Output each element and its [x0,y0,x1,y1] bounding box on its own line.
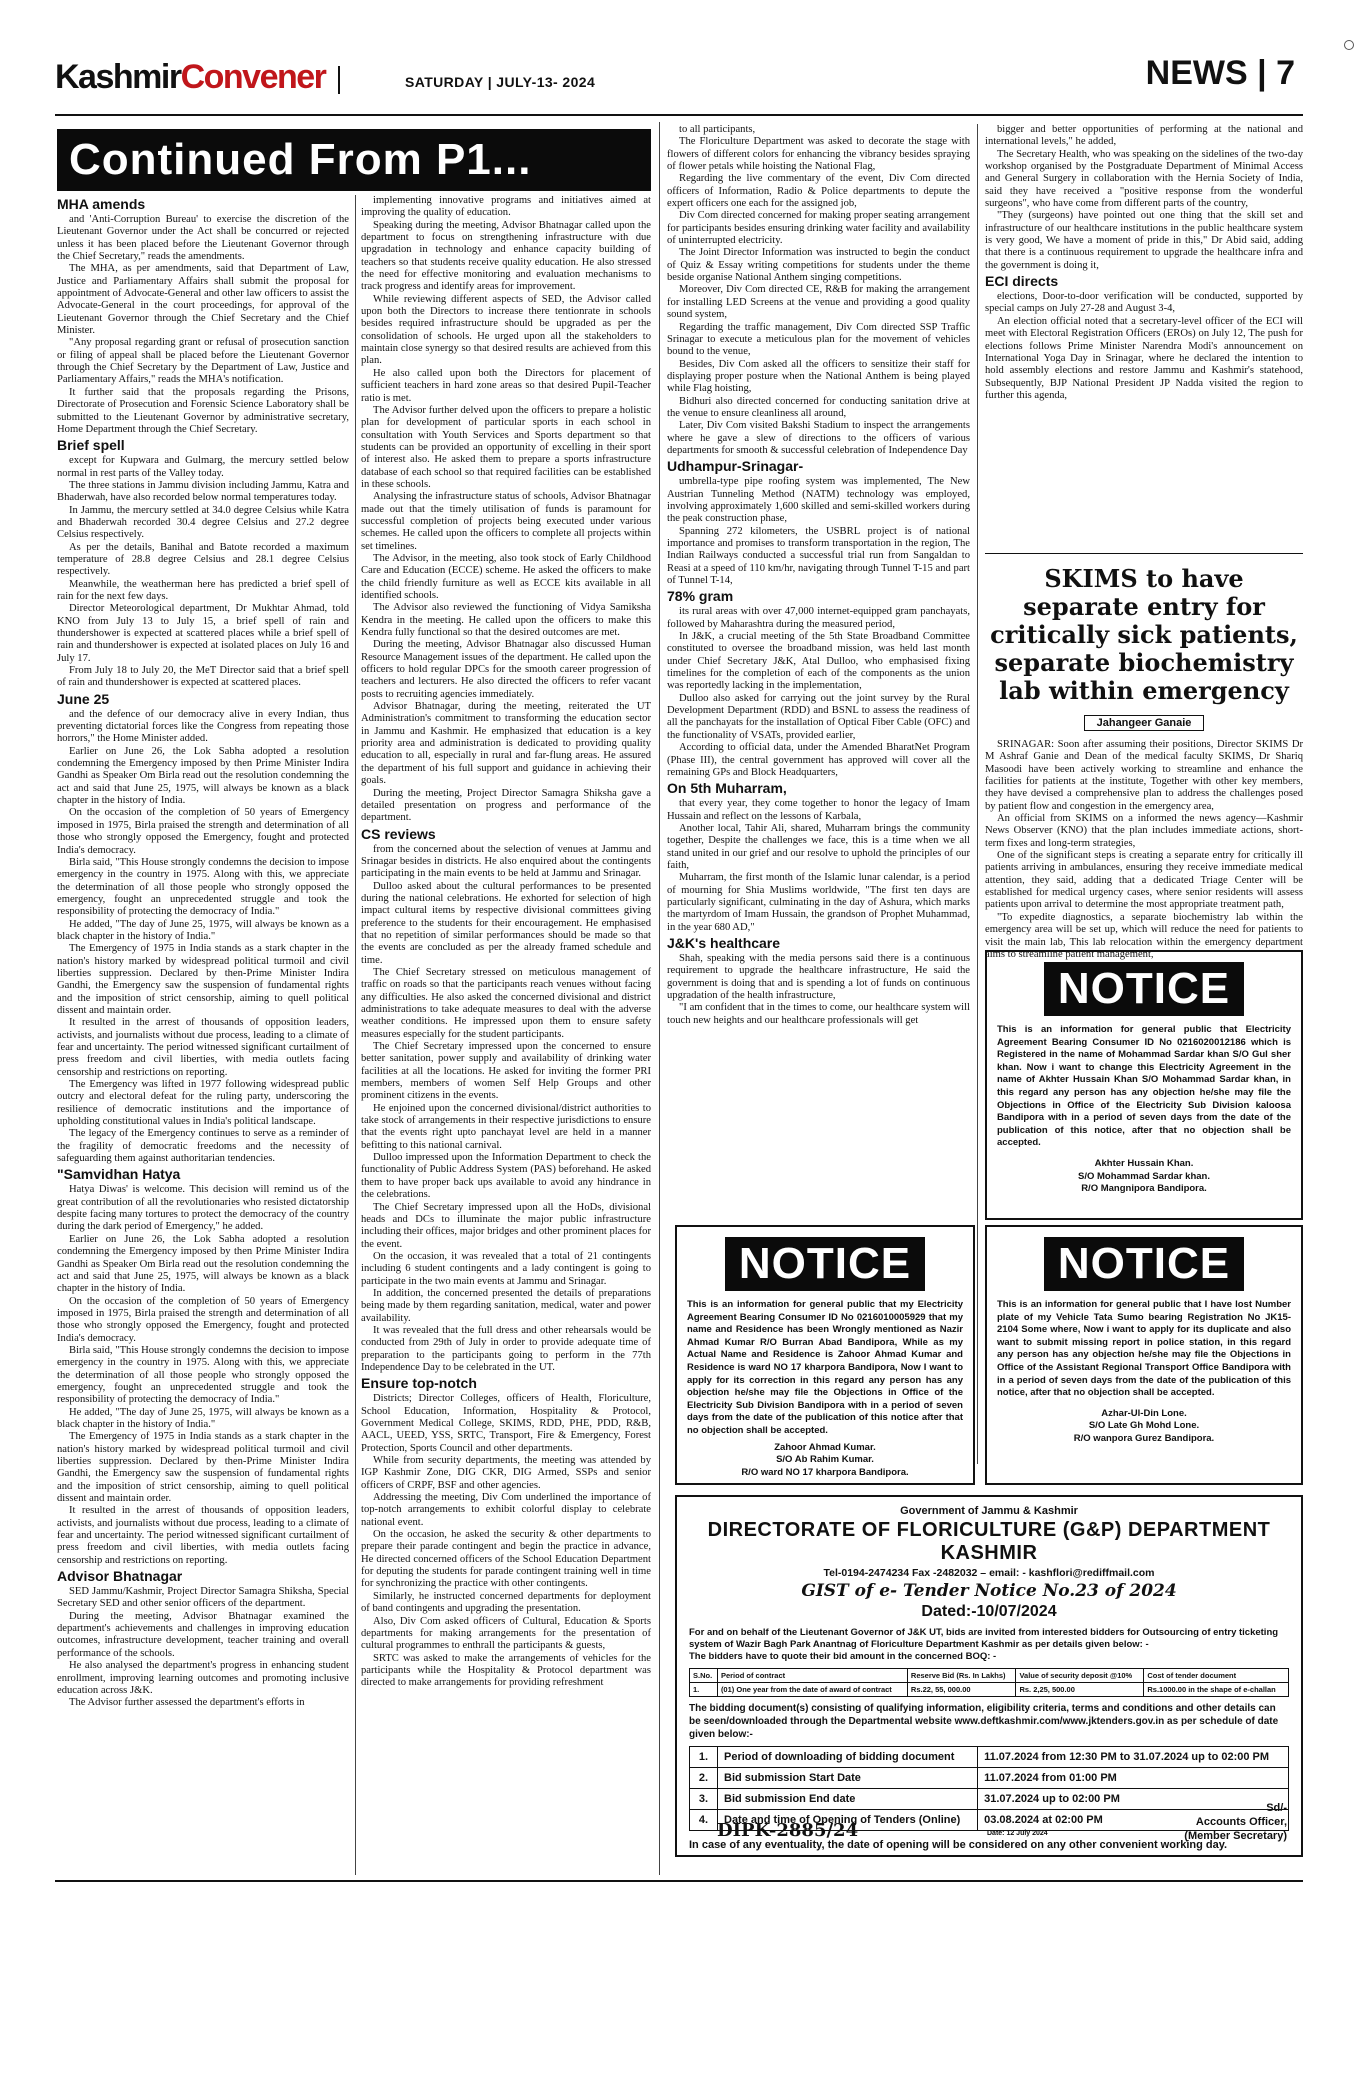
article-paragraph: its rural areas with over 47,000 internet-equipped gram panchayats, followed by Maharashtra during the measured period, [667,606,970,630]
article-paragraph: It resulted in the arrest of thousands of opposition leaders, activists, and journalists without due process, leading to a climate of fear and uncertainty. The period witnessed significant curtailment of press freedom and civil liberties, with media outlets facing censorship and restrictions on reporting. [57,1505,349,1566]
tender-dipk-number: DIPK-2885/24 [717,1820,859,1841]
masthead-divider [338,66,340,94]
article-paragraph: On the occasion of the completion of 50 years of Emergency imposed in 1975, Birla praised the strength and determination of all those who strongly opposed the Emergency, fought and protected India's democracy. [57,1295,349,1344]
article-paragraph: and 'Anti-Corruption Bureau' to exercise the discretion of the Lieutenant Governor under the Act shall be concurred or rejected unless it has been placed before the Lieutenant Governor through the Chief Secretary," reads the amendments. [57,214,349,263]
article-paragraph: The Advisor, in the meeting, also took stock of Early Childhood Care and Education (ECCE) scheme. He asked the officers to make the child friendly furniture as well as ECCE kits available in all identified schools. [361,552,651,601]
article-paragraph: Earlier on June 26, the Lok Sabha adopted a resolution condemning the Emergency imposed by then Prime Minister Indira Gandhi as Speaker Om Birla read out the resolution condemning the act and said that June 25, 1975, will always be known as a black chapter in the history of India. [57,1233,349,1295]
article-paragraph: In Jammu, the mercury settled at 34.0 degree Celsius while Katra and Bhaderwah recorded 30.4 degree Celsius and 27.2 degree Celsius respectively. [57,504,349,541]
table-cell: 31.07.2024 up to 02:00 PM [978,1789,1289,1810]
article-paragraph: Regarding the traffic management, Div Com directed SSP Traffic Srinagar to execute a meticulous plan for the movement of vehicles bound to the venue, [667,321,970,358]
article-subheading: Ensure top-notch [361,1375,477,1392]
article-subheading: CS reviews [361,825,436,842]
article-subheading: Brief spell [57,437,125,454]
article-paragraph: The Chief Secretary impressed upon the concerned to ensure better sanitation, power supply and availability of drinking water facilities at all the locations. He asked for inviting the former PRI members, members of women Self Help Groups and other prominent citizens in the events. [361,1041,651,1102]
article-column-4 [985,124,1303,549]
table-cell: 11.07.2024 from 12:30 PM to 31.07.2024 up to 02:00 PM [978,1747,1289,1768]
tender-bid-table [689,1668,1289,1697]
article-paragraph: Advisor Bhatnagar, during the meeting, reiterated the UT Administration's commitment to transforming the education sector in Jammu and Kashmir. He emphasized that education is a key priority area and administration is dedicated to providing quality education to all, especially in rural and far-flung areas. He assured the department of his full support and guidance in achieving their goals. [361,701,651,787]
article-subheading: J&K's healthcare [667,934,781,951]
column-divider [355,195,356,1875]
article-paragraph: Shah, speaking with the media persons said there is a continuous requirement to upgrade the healthcare infrastructure, He said the government is doing that and is spending a lot of funds on continuous upgradation of the health infrastructure, [667,952,970,1001]
article-paragraph: umbrella-type pipe roofing system was implemented, The New Austrian Tunneling Method (NATM) technology was employed, involving approximately 1,600 skilled and semi-skilled workers during the peak construction phase, [667,476,970,525]
article-paragraph: The Floriculture Department was asked to decorate the stage with flowers of different colors for enhancing the vibrancy besides spraying of flower petals while hoisting the National Flag, [667,136,970,173]
tender-gist: GIST of e- Tender Notice No.23 of 2024 [801,1581,1177,1601]
article-paragraph: The Chief Secretary impressed upon all the HoDs, divisional heads and DCs to illuminate the major public infrastructure including their offices, major bridges and other prominent places for the event. [361,1201,651,1250]
notice-electricity-kumar [675,1225,975,1485]
article-paragraph: Director Meteorological department, Dr Mukhtar Ahmad, told KNO from July 13 to July 15, a brief spell of rain and thundershower is expected at scattered places while a brief spell of rain and thundershower is expected at isolated places on July 16 and July 17. [57,603,349,664]
article-paragraph: Muharram, the first month of the Islamic lunar calendar, is a period of mourning for Shia Muslims worldwide, "The first ten days are particularly significant, culminating in the day of Ashura, which marks the martyrdom of Imam Hussain, the grandson of Prophet Muhammad, in the year 680 AD," [667,872,970,933]
newspaper-logo: KashmirConvener [55,58,326,96]
table-cell: (01) One year from the date of award of contract [717,1683,907,1697]
article-paragraph: Similarly, he instructed concerned departments for deployment of band contingents and upgrading the presentation. [361,1590,651,1615]
article-paragraph: Besides, Div Com asked all the officers to sensitize their staff for displaying proper posture when the National Anthem is being played while Flag hoisting, [667,358,970,395]
article-paragraph: An election official noted that a secretary-level officer of the ECI will meet with Electoral Registration Officers (EROs) on July 12, The push for elections follows Prime Minister Narendra Modi's announcement on International Yoga Day in Srinagar, where he declared the intention to hold assembly elections and restore Jammu and Kashmir's statehood, Subsequently, BJP National President JP Nadda visited the region to further this agenda, [985,315,1303,401]
article-paragraph: The three stations in Jammu division including Jammu, Katra and Bhaderwah, have also recorded below normal temperatures today. [57,479,349,504]
masthead [55,52,1295,112]
notice-signature: Zahoor Ahmad Kumar. S/O Ab Rahim Kumar. R/O ward NO 17 kharpora Bandipora. [741,1441,909,1478]
article-paragraph: During the meeting, Advisor Bhatnagar examined the department's achievements and challenges in improving education outcomes, infrastructure development, teacher training and overall performance of the schools. [57,1610,349,1659]
article-subheading: "Samvidhan Hatya [57,1166,181,1183]
table-header: S.No. [690,1669,718,1683]
article-paragraph: The Joint Director Information was instructed to begin the conduct of Quiz & Essay writing competitions for students under the theme beside organise National Anthem singing competitions. [667,247,970,284]
article-paragraph: SRTC was asked to make the arrangements of vehicles for the participants while the Hospitality & Protocol department was directed to make arrangements for providing refreshment [361,1652,651,1689]
skims-headline: SKIMS to have separate entry for critically sick patients, separate biochemistry lab within emergency [990,564,1298,705]
table-cell: Rs.22, 55, 000.00 [907,1683,1016,1697]
article-paragraph: It was revealed that the full dress and other rehearsals would be conducted from 29th of July in order to provide adequate time of preparation to the participants going to perform in the 77th Independence Day to be celebrated in the UT. [361,1324,651,1373]
tender-dated: Dated:-10/07/2024 [921,1603,1057,1620]
article-paragraph: Bidhuri also directed concerned for conducting sanitation drive at the venue to ensure cleanliness all around, [667,395,970,419]
article-paragraph: Dulloo asked about the cultural performances to be presented during the national celebrations. He exhorted for selection of high impact cultural items by respective divisional committees giving preference to the students for their encouragement. He emphasised that no repetition of similar performances should be made so that the events are concluded as per the already framed schedule and time. [361,880,651,966]
article-paragraph: Analysing the infrastructure status of schools, Advisor Bhatnagar made out that the timely utilisation of funds is paramount for successful completion of projects being executed under various schemes. He called upon the officers to complete all projects within set timelines. [361,491,651,552]
table-cell: 3. [690,1789,718,1810]
tender-directorate: DIRECTORATE OF FLORICULTURE (G&P) DEPARTMENT KASHMIR [707,1519,1271,1564]
article-paragraph: Birla said, "This House strongly condemns the decision to impose emergency in the country in 1975. Along with this, we appreciate the determination of all those people who strongly opposed the emergency, fought an unprecedented struggle and took the responsibility of protecting the democracy of India." [57,1344,349,1406]
registered-icon [1344,40,1354,50]
article-paragraph: Speaking during the meeting, Advisor Bhatnagar called upon the department to focus on strengthening infrastructure with due upgradation in technology and enhance capacity building of teachers so that students receive quality education. He also stressed the need for effective monitoring and evaluation mechanisms to track progress and identify areas for improvement. [361,219,651,293]
notice-signature: Akhter Hussain Khan. S/O Mohammad Sardar khan. R/O Mangnipora Bandipora. [1078,1157,1210,1195]
article-paragraph: He enjoined upon the concerned divisional/district authorities to take stock of arrangements in their respective jurisdictions to ensure that the events right upto panchayat level are held in a manner befitting to this national carnival. [361,1102,651,1151]
table-cell: 2. [690,1768,718,1789]
article-paragraph: Dulloo impressed upon the Information Department to check the functionality of Public Address System (PAS) beforehand. He asked them to have proper back ups available to avoid any hindrance in the celebrations. [361,1152,651,1201]
article-paragraph: elections, Door-to-door verification will be conducted, supported by special camps on July 27-28 and August 3-4, [985,291,1303,315]
notice-title: NOTICE [1044,1237,1244,1291]
table-cell: 1. [690,1683,718,1697]
article-paragraph: During the meeting, Advisor Bhatnagar also discussed Human Resource Management issues of the department. He called upon the officers to hold regular DPCs for the smooth career progression of teachers and lecturers. He also directed the officers to refer vacant posts to recruiting agencies immediately. [361,639,651,700]
article-paragraph: from the concerned about the selection of venues at Jammu and Srinagar besides in districts. He also enquired about the contingents participating in the main events to be held at Jammu and Srinagar. [361,843,651,880]
tender-note: In case of any eventuality, the date of opening will be considered on any other convenient working day. [689,1839,1228,1851]
masthead-rule [55,114,1303,116]
table-row [690,1683,1289,1697]
article-paragraph: He also called upon both the Directors for placement of sufficient teachers in hard zone areas so that desired Pupil-Teacher ratio is met. [361,367,651,404]
article-paragraph: On the occasion of the completion of 50 years of Emergency imposed in 1975, Birla praised the strength and determination of all those who strongly opposed the Emergency, fought and protected India's democracy. [57,807,349,856]
notice-number-plate [985,1225,1303,1485]
article-paragraph: He added, "The day of June 25, 1975, will always be known as a black chapter in the history of India." [57,918,349,942]
article-paragraph: He added, "The day of June 25, 1975, will always be known as a black chapter in the history of India." [57,1406,349,1430]
skims-byline: Jahangeer Ganaie [1084,715,1204,731]
table-cell: Bid submission Start Date [718,1768,978,1789]
article-subheading: 78% gram [667,588,734,605]
article-paragraph: The Emergency of 1975 in India stands as a stark chapter in the nation's history marked by widespread political turmoil and civil liberties suppression. Declared by then-Prime Minister Indira Gandhi, the Emergency saw the suspension of fundamental rights and the imposition of strict censorship, aiming to quell political dissent and maintain order. [57,1431,349,1505]
article-paragraph: "To expedite diagnostics, a separate biochemistry lab within the emergency area will be set up, which will reduce the need for patients to visit the main lab, This lab relocation within the emergency department aims to streamline patient management, [985,911,1303,960]
table-cell: 11.07.2024 from 01:00 PM [978,1768,1289,1789]
notice-title: NOTICE [725,1237,925,1291]
table-header: Reserve Bid (Rs. In Lakhs) [907,1669,1016,1683]
article-paragraph: Meanwhile, the weatherman here has predicted a brief spell of rain for the next few days. [57,578,349,602]
article-subheading: Advisor Bhatnagar [57,1568,183,1585]
notice-body: This is an information for general public that Electricity Agreement Bearing Consumer ID No 0216020012186 which is Registered in the name of Mohammad Sardar khan S/O Gul sher khan. Now i want to change this Electricity Agreement in the name of Akhter Hussain Khan S/O Mohammad Sardar khan, in this regard any person has any objection he/she may file the Objections in Office of the Electricity Sub Division kaloosa Bandipora with in a period of seven days from the date of the publication of this notice, after that no objection shall be accepted. [997,1024,1291,1149]
article-paragraph: The Secretary Health, who was speaking on the sidelines of the two-day workshop organised by the Postgraduate Department of Minimal Access and General Surgery in collaboration with the Hernia Society of India, said they have received a "positive response from the wonderful surgeons", who have come from different parts of the country, [985,148,1303,210]
article-paragraph: While reviewing different aspects of SED, the Advisor called upon both the Directors to increase there tentionrate in schools besides required infrastructure should be upgraded as per the consolidation of schools. He urged upon all the stakeholders to maintain close synergy so that desired results are achieved from this plan. [361,293,651,367]
article-paragraph: Addressing the meeting, Div Com underlined the importance of top-notch arrangements to exhibit colorful display to celebrate national event. [361,1492,651,1528]
article-paragraph: "I am confident that in the times to come, our healthcare system will touch new heights and our healthcare professionals will get [667,1002,970,1026]
article-paragraph: Earlier on June 26, the Lok Sabha adopted a resolution condemning the Emergency imposed by then Prime Minister Indira Gandhi as Speaker Om Birla read out the resolution condemning the act and said that June 25, 1975, will always be known as a black chapter in the history of India. [57,745,349,807]
article-paragraph: Dulloo also asked for carrying out the joint survey by the Rural Development Department (RDD) and BSNL to assess the readiness of all the panchayats for the installation of Optical Fiber Cable (OFC) and the functionality of VSATs, provided earlier, [667,692,970,741]
article-paragraph: Moreover, Div Com directed CE, R&B for making the arrangement for installing LED Screens at the venue and providing a good quality sound system, [667,284,970,321]
article-paragraph: It resulted in the arrest of thousands of opposition leaders, activists, and journalists without due process, leading to a climate of fear and uncertainty. The period witnessed significant curtailment of press freedom and civil liberties, with media outlets facing censorship and restrictions on reporting. [57,1017,349,1078]
table-header: Cost of tender document [1144,1669,1289,1683]
table-row [690,1747,1289,1768]
table-cell: 03.08.2024 at 02:00 PM [978,1810,1289,1831]
notice-electricity-khan [985,950,1303,1220]
tender-contact: Tel-0194-2474234 Fax -2482032 – email: - kashflori@rediffmail.com [823,1567,1155,1579]
article-paragraph: The Chief Secretary stressed on meticulous management of traffic on roads so that the participants reach venues without facing any difficulties. He also asked the concerned divisional and district administrations to take adequate measures to deal with the adverse weather conditions. He impressed upon them to ensure safety measures especially for the student participants. [361,966,651,1040]
tender-intro-boq: The bidders have to quote their bid amount in the concerned BOQ: - [689,1651,997,1662]
article-paragraph: According to official data, under the Amended BharatNet Program (Phase III), the central government has approved will cover all the remaining GPs and Block Headquarters, [667,742,970,778]
article-paragraph: During the meeting, Project Director Samagra Shiksha gave a detailed presentation on progress and performance of the department. [361,787,651,824]
article-subheading: Udhampur-Srinagar- [667,458,804,475]
article-paragraph: From July 18 to July 20, the MeT Director said that a brief spell of rain and thundershower is expected at scattered places. [57,665,349,689]
article-paragraph: It further said that the proposals regarding the Prisons, Directorate of Prosecution and Forensic Science Laboratory shall be submitted to the Lieutenant Governor by administrative secretary, Home Department through the Chief Secretary. [57,386,349,435]
tender-government: Government of Jammu & Kashmir [900,1505,1078,1517]
article-subheading: June 25 [57,690,110,707]
continued-banner: Continued From P1... [57,129,651,191]
column-divider [659,122,660,1875]
article-paragraph: The Emergency was lifted in 1977 following widespread public outcry and electoral defeat for the ruling party, underscoring the resilience of democratic institutions and the importance of upholding constitutional values in India's political landscape. [57,1079,349,1128]
tender-intro: For and on behalf of the Lieutenant Governor of J&K UT, bids are invited from interested bidders for Outsourcing of entry ticketing system of Wazir Bagh Park Anantnag of Floriculture Department Kashmir as per details given below: - [689,1627,1279,1650]
article-paragraph: Div Com directed concerned for making proper seating arrangement for participants besides ensuring drinking water facility and availability of uninterrupted electricity. [667,210,971,247]
tender-signing-date: Date: 12 July 2024 [987,1830,1048,1837]
article-paragraph: implementing innovative programs and initiatives aimed at improving the quality of education. [361,195,651,219]
table-cell: 4. [690,1810,718,1831]
article-paragraph: The MHA, as per amendments, said that Department of Law, Justice and Parliamentary Affairs shall submit the proposal for appointment of Advocate-General and other law officers to assist the Advocate-General in the court proceedings, for approval of the Lieutenant Governor through the Chief Secretary and the Chief Minister. [57,263,349,337]
article-subheading: ECI directs [985,273,1059,290]
table-cell: Date and time of Opening of Tenders (Online) [718,1810,978,1831]
article-paragraph: to all participants, [679,124,756,135]
article-paragraph: While from security departments, the meeting was attended by IGP Kashmir Zone, DIG CKR, DIG Armed, SSPs and senior officers of CRPF, BSF and other agencies. [361,1455,651,1491]
skims-article [985,564,1303,960]
table-cell: Bid submission End date [718,1789,978,1810]
article-paragraph: Hatya Diwas' is welcome. This decision will remind us of the great contribution of all the revolutionaries who resisted dictatorship despite facing many tortures to protect the democracy of the country during the dark period of Emergency," he added. [57,1184,349,1233]
table-cell: Rs.1000.00 in the shape of e-challan [1144,1683,1289,1697]
article-paragraph: Later, Div Com visited Bakshi Stadium to inspect the arrangements where he gave a slew of directions to the officers of various departments for smooth & successful celebration of Independence Day [667,420,970,456]
article-paragraph: "They (surgeons) have pointed out one thing that the skill set and infrastructure of our healthcare institutions in the public healthcare system is very good, We have a moment of pride in this," Dr Abid said, adding that there is a continuous requirement to upgrade the healthcare infra and the government is doing it, [985,210,1303,271]
article-paragraph: An official from SKIMS on a informed the news agency—Kashmir News Observer (KNO) that the plan includes immediate actions, short-term fixes and long-term strategies, [985,813,1303,849]
article-paragraph: On the occasion, he asked the security & other departments to prepare their parade contingent and begin the practice in advance, He directed concerned officers of the School Education Department for deputing the students for parade contingent training well in time for synchronizing the practice with other contingents. [361,1529,651,1590]
skims-body [985,739,1303,961]
table-header: Value of security deposit @10% [1016,1669,1144,1683]
article-paragraph: He also analysed the department's progress in enhancing student enrollment, improving learning outcomes and promoting inclusive education across J&K. [57,1660,349,1696]
article-paragraph: In J&K, a crucial meeting of the 5th State Broadband Committee constituted to oversee the broadband mission, was held last month under Chief Secretary J&K, Atal Dulloo, who emphasised fixing timelines for the completion of each of the components as the union was reportedly lacking in the implementation, [667,631,970,692]
column-divider [977,124,978,1464]
article-paragraph: The legacy of the Emergency continues to serve as a reminder of the fragility of democratic freedoms and the necessity of safeguarding them against authoritarian tendencies. [57,1128,349,1165]
article-paragraph: Regarding the live commentary of the event, Div Com directed officers of Information, Radio & Police departments to depute the expert officers one each for the assigned job, [667,173,970,210]
article-paragraph: The Advisor further delved upon the officers to prepare a holistic plan for development of particular sports in each school in consultation with Youth Services and Sports department so that students can be provided an opportunity of excelling in their sport of interest also. He asked them to prepare a sports infrastructure database of each school so that required facilities can be established in these schools. [361,404,651,490]
article-paragraph: SED Jammu/Kashmir, Project Director Samagra Shiksha, Special Secretary SED and other senior officers of the department. [57,1586,349,1610]
article-paragraph: One of the significant steps is creating a separate entry for critically ill patients arriving in ambulances, ensuring they receive immediate medical attention, they said, adding that a dedicated Triage Center will be established for medical urgency cases, where senior residents will assess patients upon arrival to determine the most appropriate treatment path, [985,850,1303,911]
article-paragraph: that every year, they come together to honor the legacy of Imam Hussain and reflect on the lessons of Karbala, [667,798,970,822]
article-paragraph: On the occasion, it was revealed that a total of 21 contingents including 6 student contingents and a lady contingent is going to participate in the two main events at Jammu and Srinagar. [361,1250,651,1287]
page-label: NEWS | 7 [1145,54,1295,92]
article-column-2 [361,195,651,1875]
table-cell: Period of downloading of bidding document [718,1747,978,1768]
table-header: Period of contract [717,1669,907,1683]
notice-signature: Azhar-Ul-Din Lone. S/O Late Gh Mohd Lone. R/O wanpora Gurez Bandipora. [1073,1407,1215,1444]
article-subheading: On 5th Muharram, [667,780,787,797]
article-paragraph: In addition, the concerned presented the details of preparations being made by them regarding sanitation, medical, water and power availability. [361,1287,651,1324]
article-paragraph: bigger and better opportunities of performing at the national and international levels," he added, [985,124,1303,148]
notice-body: This is an information for general public that I have lost Number plate of my Vehicle Tata Sumo bearing Registration No JK15-2104 Some where, Now i want to apply for its duplicate and also want to submit missing report in police station, in this regard any person has any objection he/she may file the Objections in Office of the Assistant Regional Transport Office Bandipora with in a period of seven days from the date of the publication of this notice, after that no objection shall be accepted. [997,1299,1291,1399]
article-paragraph: "Any proposal regarding grant or refusal of prosecution sanction or filing of appeal shall be placed before the Lieutenant Governor through the Chief Secretary by the Department of Law, Justice and Parliamentary Affairs," reads the MHA's notification. [57,337,349,386]
article-paragraph: Birla said, "This House strongly condemns the decision to impose emergency in the country in 1975. Along with this, we appreciate the determination of all those people who strongly opposed the emergency, fought an unprecedented struggle and took the responsibility of protecting the democracy of India." [57,856,349,918]
article-paragraph: Districts; Director Colleges, officers of Health, Floriculture, School Education, Information, Hospitality & Protocol, Government Medical College, SKIMS, RDD, PHE, PDD, R&B, AACL, UEED, YSS, SRTC, Transport, Fire & Emergency, Forest Protection, Sports Council and other departments. [361,1393,651,1454]
article-paragraph: except for Kupwara and Gulmarg, the mercury settled below normal in rest parts of the Valley today. [57,455,349,479]
article-paragraph: The Advisor also reviewed the functioning of Vidya Samiksha Kendra in the meeting. He called upon the officers to make this Kendra fully functional so that the desired outcomes are met. [361,602,651,639]
tender-signature: Sd/- Accounts Officer, (Member Secretary) [1184,1802,1287,1842]
table-cell: Rs. 2,25, 500.00 [1016,1683,1144,1697]
table-cell: 1. [690,1747,718,1768]
article-paragraph: Also, Div Com asked officers of Cultural, Education & Sports departments for making arrangements for the presentation of cultural programmes to enthrall the participants & guests, [361,1615,651,1652]
article-paragraph: Another local, Tahir Ali, shared, Muharram brings the community together, Despite the challenges we face, this is a time when we all stand united in our grief and our resolve to uphold the principles of our faith, [667,822,970,871]
article-paragraph: The Advisor further assessed the department's efforts in [69,1697,305,1709]
table-row [690,1768,1289,1789]
footer-rule [55,1880,1303,1882]
article-column-1 [57,195,349,1875]
tender-notice [675,1495,1303,1857]
article-paragraph: Spanning 272 kilometers, the USBRL project is of national importance and promises to transform transportation in the region, The Indian Railways conducted a successful trial run from Sangaldan to Reasi at a speed of 110 km/hr, navigating through Tunnel T-15 and part of Tunnel T-14, [667,525,970,587]
article-paragraph: and the defence of our democracy alive in every Indian, thus preventing dictatorial forces like the Congress from repeating those horrors," the Home Minister added. [57,708,349,745]
article-paragraph: The Emergency of 1975 in India stands as a stark chapter in the nation's history marked by widespread political turmoil and civil liberties suppression. Declared by then-Prime Minister Indira Gandhi, the Emergency saw the suspension of fundamental rights and the imposition of strict censorship, aiming to quell political dissent and maintain order. [57,943,349,1016]
article-paragraph: As per the details, Banihal and Batote recorded a maximum temperature of 28.8 degree Celsius and 28.1 degree Celsius respectively. [57,541,349,578]
section-rule [985,553,1303,554]
article-paragraph: SRINAGAR: Soon after assuming their positions, Director SKIMS Dr M Ashraf Ganie and Dean of the medical faculty SKIMS, Dr Shariq Masoodi have been actively working to streamline and enhance the facilities for patients at the institute, Together with other key members, they have devised a comprehensive plan to address the challenges posed by patient flow and congestion in the emergency area, [985,739,1303,812]
notice-body: This is an information for general public that my Electricity Agreement Bearing Consumer ID No 0216010005929 that my name and Residence has been Wrongly mentioned as Nazir Ahmad Kumar R/O Burran Abad Bandipora, While as my Actual Name and Residence is Zahoor Ahmad Kumar and Residence is ward NO 17 kharpora Bandipora, Now I want to apply for its correction in this regard any person has any objection he/she may file the Objections in Office of the Electricity Sub Division Bandipora with in a period of seven days from the date of the publication of this notice after that no objection shall be accepted. [687,1299,963,1436]
notice-title: NOTICE [1044,962,1244,1016]
article-subheading: MHA amends [57,196,146,212]
tender-document-info: The bidding document(s) consisting of qualifying information, eligibility criteria, terms and conditions and other details can be seen/downloaded through the Departmental website www.deftkashmir.com/www.jktenders.gov.in as per schedule of date given below:- [689,1703,1279,1740]
issue-date: SATURDAY | JULY-13- 2024 [405,74,596,90]
